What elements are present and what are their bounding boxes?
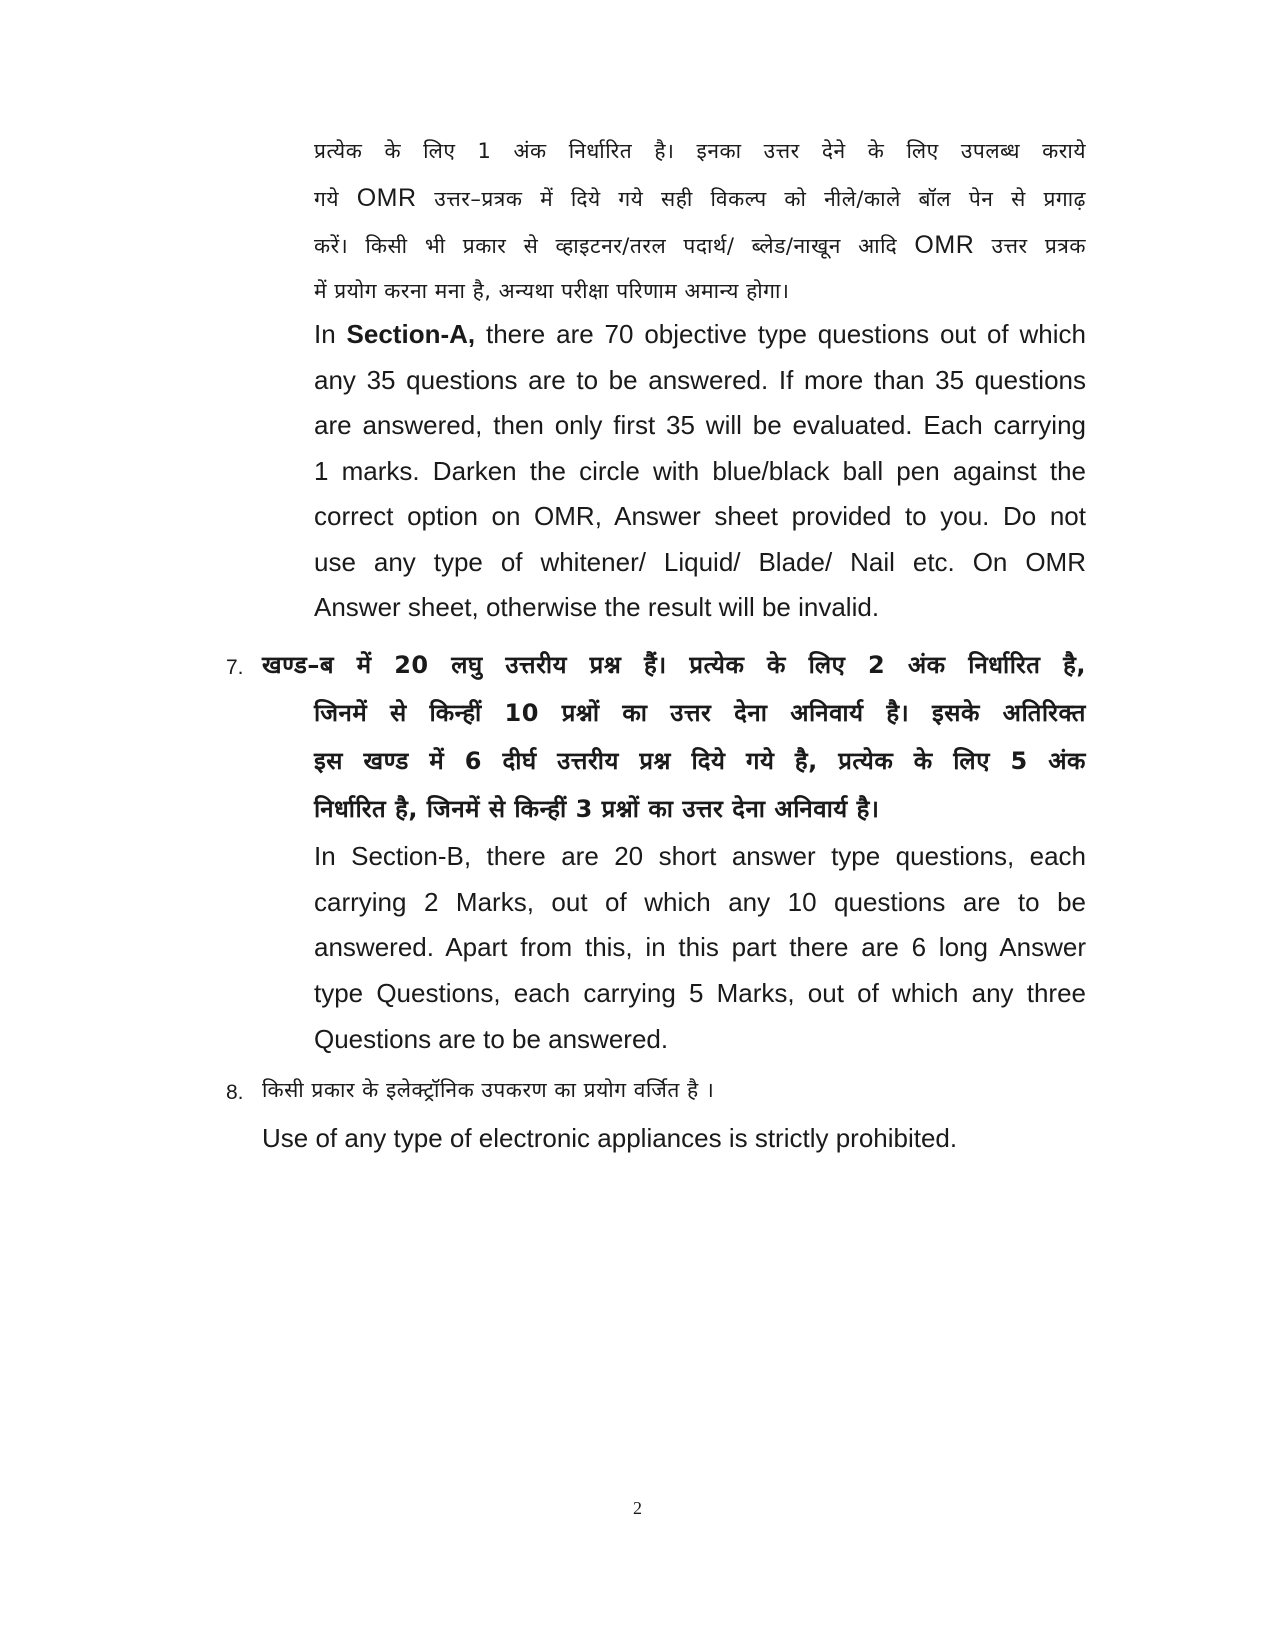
- omr-label: OMR: [356, 184, 417, 212]
- instruction-7-english-line-4: type Questions, each carrying 5 Marks, out of which any three: [314, 978, 1086, 1008]
- instruction-6-english-line-1-tail: there are 70 objective type questions out of which: [475, 319, 1086, 349]
- instruction-7-number: 7.: [226, 656, 244, 679]
- instruction-6-hindi-line-3-tail: उत्तर प्रत्रक: [991, 234, 1086, 258]
- instruction-6-hindi-line-4: में प्रयोग करना मना है, अन्यथा परीक्षा परिणाम अमान्य होगा।: [314, 279, 790, 303]
- instruction-8-english: Use of any type of electronic appliances is strictly prohibited.: [262, 1123, 958, 1153]
- instruction-7-english-line-1: In Section-B, there are 20 short answer type questions, each: [314, 841, 1086, 871]
- instruction-7-hindi-line-1: खण्ड–ब में 20 लघु उत्तरीय प्रश्न हैं। प्रत्येक के लिए 2 अंक निर्धारित है,: [262, 651, 1086, 679]
- instruction-6-english-line-4: 1 marks. Darken the circle with blue/black ball pen against the: [314, 456, 1086, 486]
- instruction-7-hindi-line-4: निर्धारित है, जिनमें से किन्हीं 3 प्रश्नों का उत्तर देना अनिवार्य है।: [314, 795, 880, 823]
- instruction-7-english-line-2: carrying 2 Marks, out of which any 10 questions are to be: [314, 887, 1086, 917]
- instruction-6-english-line-7: Answer sheet, otherwise the result will be invalid.: [314, 592, 880, 622]
- instruction-7-hindi-line-2: जिनमें से किन्हीं 10 प्रश्नों का उत्तर देना अनिवार्य है। इसके अतिरिक्त: [314, 699, 1086, 727]
- instruction-6-hindi-line-2: [314, 178, 1086, 219]
- instruction-6-english-line-2: any 35 questions are to be answered. If more than 35 questions: [314, 365, 1086, 395]
- instruction-6-hindi-line-2-tail: उत्तर–प्रत्रक में दिये गये सही विकल्प को नीले/काले बॉल पेन से प्रगाढ़: [434, 187, 1086, 211]
- instruction-6-english-line-1: [314, 314, 1086, 354]
- instruction-6-hindi-line-3: [314, 225, 1086, 266]
- instruction-7-hindi-line-3: इस खण्ड में 6 दीर्घ उत्तरीय प्रश्न दिये गये है, प्रत्येक के लिए 5 अंक: [314, 747, 1086, 775]
- instruction-7-english-line-3: answered. Apart from this, in this part there are 6 long Answer: [314, 932, 1086, 962]
- instruction-8-hindi: किसी प्रकार के इलेक्ट्रॉनिक उपकरण का प्रयोग वर्जित है ।: [262, 1078, 715, 1102]
- instruction-7-english-line-5: Questions are to be answered.: [314, 1024, 669, 1054]
- page-number: 2: [633, 1498, 642, 1518]
- section-a-label: Section-A,: [346, 319, 476, 349]
- instruction-6-hindi-line-3-lead: करें। किसी भी प्रकार से व्हाइटनर/तरल पदार्थ/ ब्लेड/नाखून आदि: [314, 234, 898, 258]
- instruction-6-english-intro: In: [314, 319, 347, 349]
- instruction-6-english-line-3: are answered, then only first 35 will be evaluated. Each carrying: [314, 410, 1086, 440]
- omr-label: OMR: [914, 231, 975, 259]
- instruction-6-english-line-6: use any type of whitener/ Liquid/ Blade/ Nail etc. On OMR: [314, 547, 1086, 577]
- instruction-6-english-line-5: correct option on OMR, Answer sheet provided to you. Do not: [314, 501, 1086, 531]
- instruction-6-hindi-line-2-lead: गये: [314, 187, 340, 211]
- instruction-8-number: 8.: [226, 1081, 244, 1104]
- instruction-6-hindi-line-1: प्रत्येक के लिए 1 अंक निर्धारित है। इनका उत्तर देने के लिए उपलब्ध कराये: [314, 139, 1086, 163]
